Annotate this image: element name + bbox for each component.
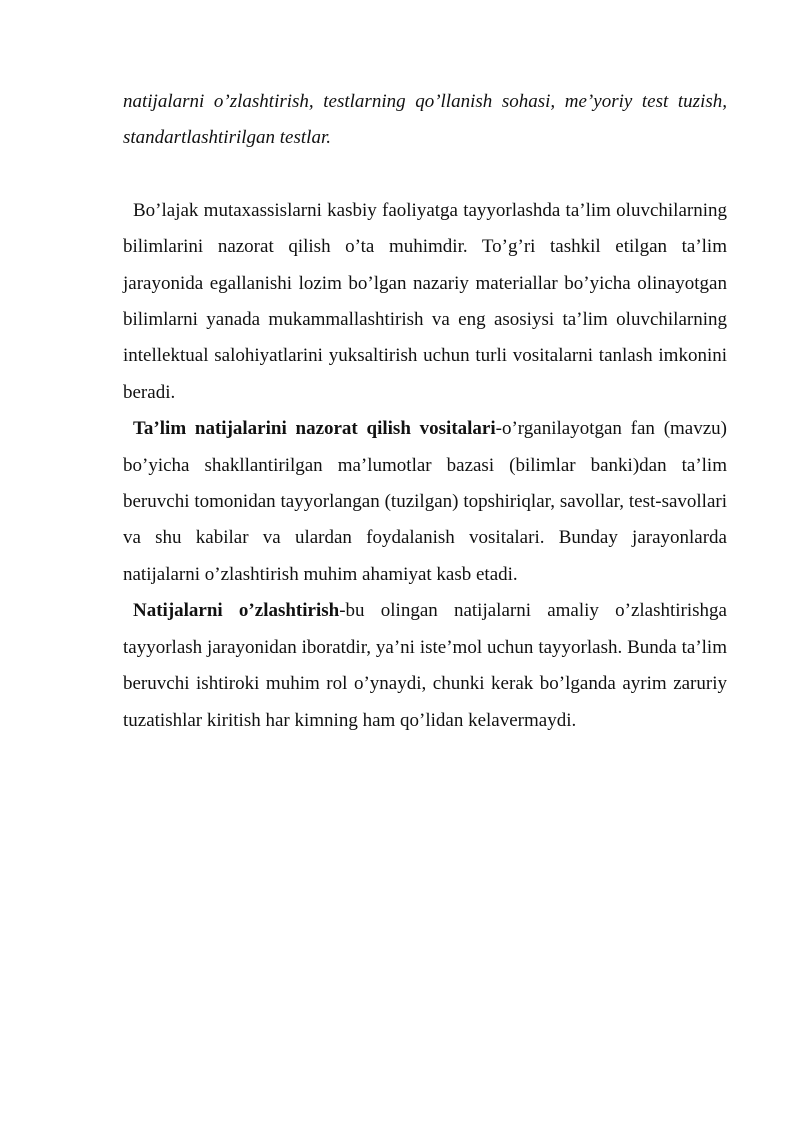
paragraph-gap: [123, 157, 727, 193]
keywords-line: natijalarni o’zlashtirish, testlarning qo’llanish sohasi, me’yoriy test tuzish, standartlashtirilgan testlar.: [123, 91, 727, 149]
paragraph-assessment-tools: [123, 411, 727, 593]
term-assessment-tools: Ta’lim natijalarini nazorat qilish vositalari: [133, 418, 496, 440]
paragraph-intro: Bo’lajak mutaxassislarni kasbiy faoliyatga tayyorlashda ta’lim oluvchilarning bilimlarini nazorat qilish o’ta muhimdir. To’g’ri tashkil etilgan ta’lim jarayonida egallanishi lozim bo’lgan nazariy materiallar bo’yicha olinayotgan bilimlarni yanada mukammallashtirish va eng asosiysi ta’lim oluvchilarning intellektual salohiyatlarini yuksaltirish uchun turli vositalarni tanlash imkonini beradi.: [123, 199, 727, 403]
term-results-mastery: Natijalarni o’zlashtirish: [133, 600, 340, 622]
document-page: [123, 84, 727, 739]
definition-results-mastery: -bu olingan natijalarni amaliy o’zlashtirishga tayyorlash jarayonidan iboratdir, ya’ni iste’mol uchun tayyorlash. Bunda ta’lim beruvchi ishtiroki muhim rol o’ynaydi, chunki kerak bo’lganda ayrim zaruriy tuzatishlar kiritish har kimning ham qo’lidan kelavermaydi.: [123, 600, 727, 731]
paragraph-results-mastery: [123, 593, 727, 739]
definition-assessment-tools: -o’rganilayotgan fan (mavzu) bo’yicha shakllantirilgan ma’lumotlar bazasi (bilimlar banki)dan ta’lim beruvchi tomonidan tayyorlangan (tuzilgan) topshiriqlar, savollar, test-savollari va shu kabilar va ulardan foydalanish vositalari. Bunday jarayonlarda natijalarni o’zlashtirish muhim ahamiyat kasb etadi.: [123, 418, 727, 585]
